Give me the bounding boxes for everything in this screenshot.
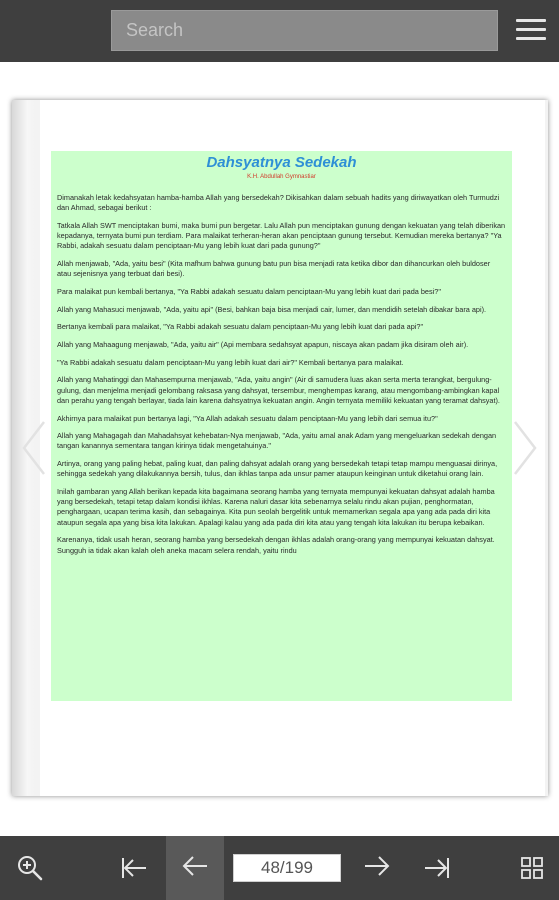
search-input[interactable] [112,11,452,50]
article-paragraph: Tatkala Allah SWT menciptakan bumi, maka bumi pun bergetar. Lalu Allah pun menciptakan gunung dengan kekuatan yang telah diberikan kepadanya, ternyata bumi pun terdiam. Para malaikat terheran-heran akan penciptaan gunung tersebut. Kemudian mereka bertanya? "Ya Rabbi, adakah sesuatu dalam penciptaan-Mu yang lebih kuat dari pada gunung?" [57,220,506,251]
next-page-chevron-icon[interactable] [511,418,539,478]
article-paragraph: Inilah gambaran yang Allah berikan kepada kita bagaimana seorang hamba yang ternyata mempunyai kekuatan dahsyat adalah hamba yang bersedekah, tetapi tetap dalam kondisi ikhlas. Karena naluri dasar kita sebenarnya selalu rindu akan pujian, penghormatan, penghargaan, ucapan terima kasih, dan sebagainya. Kita pun seolah bergelitik untuk memamerkan segala apa yang ada pada diri kita ataupun segala apa yang bisa kita lakukan. Apalagi kalau yang ada pada diri kita atau yang tengah kita lakukan itu berupa kebaikan. [57,487,495,527]
article-author: K.H. Abdullah Gymnastiar [247,174,316,180]
article-paragraph: Allah yang Mahagagah dan Mahadahsyat kehebatan-Nya menjawab, "Ada, yaitu amal anak Adam yang mengeluarkan sedekah dengan tangan kanannya sementara tangan kirinya tidak mengetahuinya." [57,431,497,451]
article-paragraph: Allah yang Mahatinggi dan Mahasempurna menjawab, "Ada, yaitu angin" (Air di samudera luas akan serta merta terangkat, bergulung-gulung, dan menjelma menjadi gelombang raksasa yang dahsyat, tersembur, menghempas karang, atau mengombang-ambingkan kapal dan perahu yang tengah berlayar, tiada lain karena dahsyatnya kekuatan angin. Angin ternyata memiliki kekuatan yang teramat dahsyat). [57,375,500,405]
hamburger-menu-icon[interactable] [516,19,546,43]
article-paragraph: Akhirnya para malaikat pun bertanya lagi, "Ya Allah adakah sesuatu dalam penciptaan-Mu yang lebih dari semua itu?" [57,413,438,423]
page-indicator[interactable]: 48/199 [233,854,341,882]
last-page-icon[interactable] [408,836,466,900]
article-content [51,151,512,701]
article-paragraph: Para malaikat pun kembali bertanya, "Ya Rabbi adakah sesuatu dalam penciptaan-Mu yang lebih kuat dari pada besi?" [57,286,441,296]
article-paragraph: Allah yang Mahaagung menjawab, "Ada, yaitu air" (Api membara sedahsyat apapun, niscaya akan padam jika disiram oleh air). [57,340,469,350]
arrow-right-icon [362,854,392,883]
article-paragraph: Allah yang Mahasuci menjawab, "Ada, yaitu api" (Besi, bahkan baja bisa menjadi cair, lumer, dan mendidih setelah dibakar bara api). [57,304,487,314]
article-paragraph: "Ya Rabbi adakah sesuatu dalam penciptaan-Mu yang lebih kuat dari air?" Kembali bertanya para malaikat. [57,357,404,367]
article-paragraph: Artinya, orang yang paling hebat, paling kuat, dan paling dahsyat adalah orang yang bersedekah tetapi tetap mampu menguasai dirinya, sehingga sedekah yang dilakukannya bersih, tulus, dan ikhlas tanpa ada unsur pamer ataupun keinginan untuk diketahui orang lain. [57,459,498,479]
previous-page-chevron-icon[interactable] [20,418,48,478]
zoom-in-icon[interactable] [0,836,60,900]
article-paragraph: Dimanakah letak kedahsyatan hamba-hamba Allah yang bersedekah? Dikisahkan dalam sebuah hadits yang diriwayatkan oleh Turmudzi dan Ahmad, sebagai berikut : [57,193,500,213]
first-page-icon[interactable] [104,836,164,900]
next-page-button[interactable] [348,836,406,900]
search-box[interactable] [111,10,498,51]
article-paragraph: Bertanya kembali para malaikat, "Ya Rabbi adakah sesuatu dalam penciptaan-Mu yang lebih kuat dari pada api?" [57,322,424,332]
article-paragraph: Allah menjawab, "Ada, yaitu besi" (Kita mafhum bahwa gunung batu pun bisa menjadi rata ketika dibor dan dihancurkan oleh buldoser atau sejenisnya yang terbuat dari besi). [57,259,491,279]
article-title: Dahsyatnya Sedekah [206,154,357,171]
arrow-left-icon [180,854,210,883]
article-paragraph: Karenanya, tidak usah heran, seorang hamba yang bersedekah dengan ikhlas adalah orang-orang yang mempunyai kekuatan dahsyat. Sungguh ia tidak akan kalah oleh aneka macam selera rendah, yaitu rindu [57,535,495,555]
bottom-toolbar [0,836,559,900]
top-toolbar [0,0,559,62]
grid-icon[interactable] [504,836,559,900]
previous-page-button[interactable] [166,836,224,900]
